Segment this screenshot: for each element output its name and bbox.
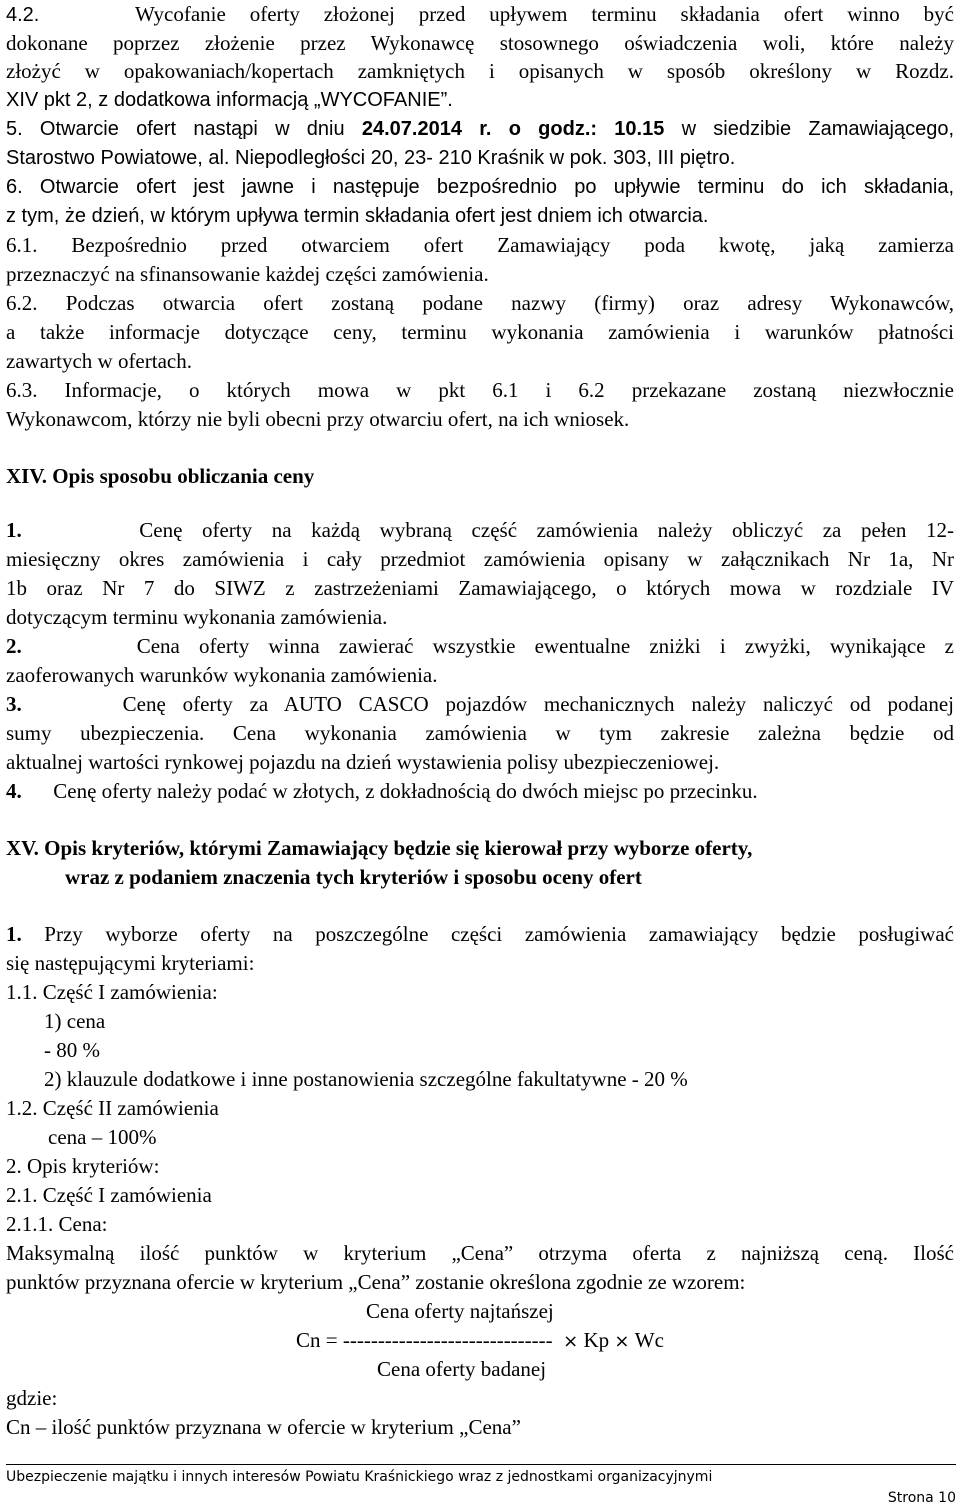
times-symbol-2: × bbox=[614, 1331, 630, 1352]
heading-xv-line-1: XV. Opis kryteriów, którymi Zamawiający będzie się kierował przy wyborze oferty, bbox=[6, 836, 753, 860]
formula-denominator: Cena oferty badanej bbox=[377, 1357, 547, 1381]
xv-1-text-1: Przy wyborze oferty na poszczególne części zamówienia zamawiający będzie posługiwać bbox=[21, 922, 954, 946]
xiv-4-number: 4. bbox=[6, 779, 22, 803]
xiv-3-line-2: sumy ubezpieczenia. Cena wykonania zamówienia w tym zakresie zależna będzie od bbox=[6, 721, 954, 745]
xiv-4-text-1: Cenę oferty należy podać w złotych, z dokładnością do dwóch miejsc po przecinku. bbox=[53, 779, 758, 803]
section-5-text: 5. Otwarcie ofert nastąpi w dniu bbox=[6, 118, 362, 140]
page-number: Strona 10 bbox=[887, 1490, 956, 1506]
xiv-3-text-1: Cenę oferty za AUTO CASCO pojazdów mechanicznych należy naliczyć od podanej bbox=[122, 692, 955, 716]
xiv-4-line-1 bbox=[6, 777, 758, 806]
criteria-paragraph-line-1: Maksymalną ilość punktów w kryterium „Cena” otrzyma oferta z najniższą ceną. Ilość bbox=[6, 1241, 954, 1265]
criteria-2: 2. Opis kryteriów: bbox=[6, 1154, 160, 1178]
section-5-line-1 bbox=[6, 115, 954, 144]
section-6-1-line-1: 6.1. Bezpośrednio przed otwarciem ofert Zamawiający poda kwotę, jaką zamierza bbox=[6, 233, 954, 257]
section-6-1-line-2: przeznaczyć na sfinansowanie każdej części zamówienia. bbox=[6, 262, 489, 286]
section-5-line-2: Starostwo Powiatowe, al. Niepodległości 20, 23- 210 Kraśnik w pok. 303, III piętro. bbox=[6, 147, 736, 169]
criteria-1-2-price: cena – 100% bbox=[48, 1125, 157, 1149]
xiv-2-line-1 bbox=[6, 632, 954, 661]
criteria-2-1-1: 2.1.1. Cena: bbox=[6, 1212, 108, 1236]
xiv-3-line-1 bbox=[6, 690, 954, 719]
section-6-3-line-1: 6.3. Informacje, o których mowa w pkt 6.1 i 6.2 przekazane zostaną niezwłocznie bbox=[6, 378, 954, 402]
xv-1-number: 1. bbox=[6, 922, 22, 946]
footer-text: Ubezpieczenie majątku i innych interesów Powiatu Kraśnickiego wraz z jednostkami organizacyjnymi bbox=[6, 1469, 713, 1485]
section-6-2-line-2: a także informacje dotyczące ceny, terminu wykonania zamówienia i warunków płatności bbox=[6, 320, 954, 344]
times-symbol-1: × bbox=[563, 1331, 579, 1352]
criteria-1-1-clauses: 2) klauzule dodatkowe i inne postanowienia szczególne fakultatywne - 20 % bbox=[44, 1067, 688, 1091]
criteria-1-2: 1.2. Część II zamówienia bbox=[6, 1096, 219, 1120]
gdzie-label: gdzie: bbox=[6, 1386, 58, 1410]
heading-xiv: XIV. Opis sposobu obliczania ceny bbox=[6, 464, 315, 488]
xiv-1-line-2: miesięczny okres zamówienia i cały przedmiot zamówienia opisany w załącznikach Nr 1a, Nr bbox=[6, 547, 954, 571]
footer-divider bbox=[6, 1464, 956, 1465]
section-4-2-line-1 bbox=[6, 0, 954, 30]
section-4-2-line-4: XIV pkt 2, z dodatkowa informacją „WYCOFANIE”. bbox=[6, 89, 453, 111]
xv-1-line-2: się następującymi kryteriami: bbox=[6, 951, 255, 975]
formula-line bbox=[296, 1326, 664, 1356]
criteria-1-1-price-weight: - 80 % bbox=[44, 1038, 100, 1062]
xiv-1-text-1: Cenę oferty na każdą wybraną część zamówienia należy obliczyć za pełen 12- bbox=[139, 518, 955, 542]
section-5-location: w siedzibie Zamawiającego, bbox=[664, 118, 955, 140]
xiv-2-text-1: Cena oferty winna zawierać wszystkie ewentualne zniżki i zwyżki, wynikające z bbox=[136, 634, 954, 658]
section-6-3-line-2: Wykonawcom, którzy nie byli obecni przy otwarciu ofert, na ich wniosek. bbox=[6, 407, 630, 431]
criteria-paragraph-line-2: punktów przyznana ofercie w kryterium „Cena” zostanie określona zgodnie ze wzorem: bbox=[6, 1270, 746, 1294]
criteria-1-1: 1.1. Część I zamówienia: bbox=[6, 980, 218, 1004]
formula-lhs: Cn = ------------------------------ bbox=[296, 1328, 553, 1352]
xiv-1-line-1 bbox=[6, 516, 954, 545]
section-4-2-line-3: złożyć w opakowaniach/kopertach zamkniętych i opisanych w sposób określony w Rozdz. bbox=[6, 59, 954, 83]
xiv-2-number: 2. bbox=[6, 634, 22, 658]
xv-1-line-1 bbox=[6, 920, 954, 949]
section-6-2-line-3: zawartych w ofertach. bbox=[6, 349, 192, 373]
heading-xv-line-2: wraz z podaniem znaczenia tych kryteriów i sposobu oceny ofert bbox=[65, 865, 642, 889]
criteria-1-1-price: 1) cena bbox=[44, 1009, 106, 1033]
criteria-2-1: 2.1. Część I zamówienia bbox=[6, 1183, 212, 1207]
xiv-1-number: 1. bbox=[6, 518, 22, 542]
xiv-2-line-2: zaoferowanych warunków wykonania zamówienia. bbox=[6, 663, 438, 687]
formula-wc: Wc bbox=[634, 1328, 664, 1352]
section-4-2-number: 4.2. bbox=[6, 4, 40, 26]
section-6-line-2: z tym, że dzień, w którym upływa termin składania ofert jest dniem ich otwarcia. bbox=[6, 205, 709, 227]
xiv-3-line-3: aktualnej wartości rynkowej pojazdu na dzień wystawienia polisy ubezpieczeniowej. bbox=[6, 750, 720, 774]
section-6-2-line-1: 6.2. Podczas otwarcia ofert zostaną podane nazwy (firmy) oraz adresy Wykonawców, bbox=[6, 291, 954, 315]
formula-numerator: Cena oferty najtańszej bbox=[366, 1299, 554, 1323]
opening-date-time: 24.07.2014 r. o godz.: 10.15 bbox=[361, 118, 665, 140]
section-4-2-line-2: dokonane poprzez złożenie przez Wykonawcę stosownego oświadczenia woli, które należy bbox=[6, 31, 954, 55]
section-4-2-text-1: Wycofanie oferty złożonej przed upływem terminu składania ofert winno być bbox=[134, 2, 955, 26]
xiv-3-number: 3. bbox=[6, 692, 22, 716]
cn-definition: Cn – ilość punktów przyznana w ofercie w kryterium „Cena” bbox=[6, 1415, 521, 1439]
section-6-line-1: 6. Otwarcie ofert jest jawne i następuje bezpośrednio po upływie terminu do ich składania, bbox=[6, 176, 954, 198]
formula-kp: Kp bbox=[583, 1328, 610, 1352]
xiv-1-line-4: dotyczącym terminu wykonania zamówienia. bbox=[6, 605, 388, 629]
xiv-1-line-3: 1b oraz Nr 7 do SIWZ z zastrzeżeniami Zamawiającego, o których mowa w rozdziale IV bbox=[6, 576, 954, 600]
